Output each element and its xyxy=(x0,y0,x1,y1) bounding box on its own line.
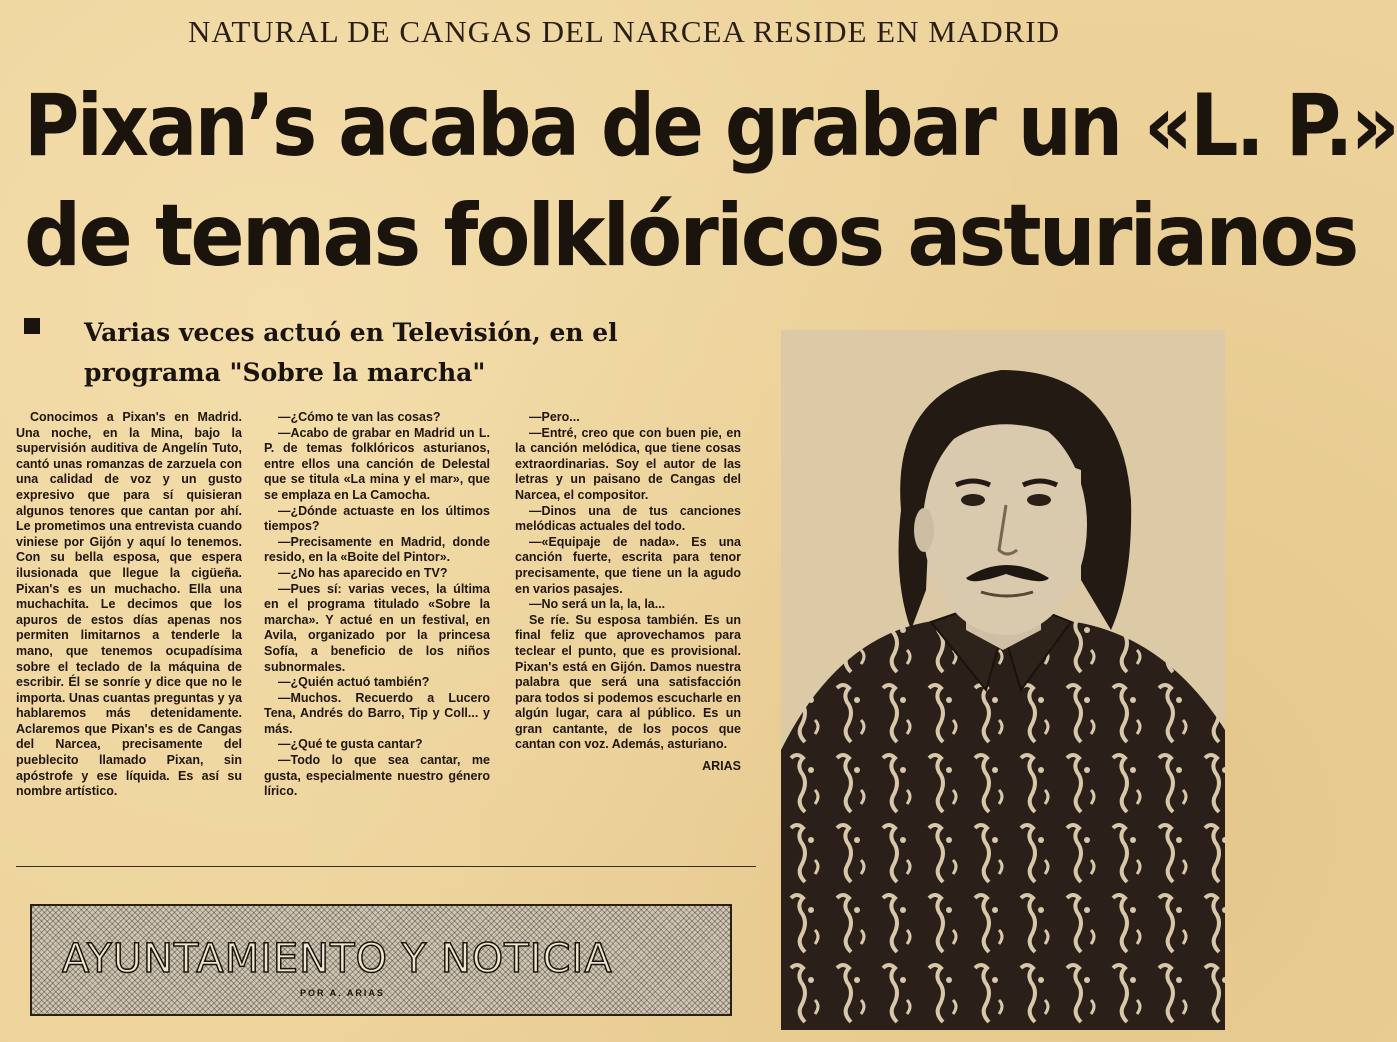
banner-byline: POR A. ARIAS xyxy=(300,988,385,998)
paragraph: —¿Cómo te van las cosas? xyxy=(278,410,441,424)
paragraph: —Todo lo que sea cantar, me gusta, especialmente nuestro género lírico. xyxy=(264,753,490,799)
article-column-3 xyxy=(515,410,741,775)
portrait-photo xyxy=(781,330,1225,1030)
paragraph: Conocimos a Pixan's en Madrid. Una noche, en la Mina, bajo la supervisión auditiva de Angelín Tuto, cantó unas romanzas de zarzuela con una calidad de voz y un gusto expresivo que para sí quisieran algunos tenores que cantan por ahí. Le prometimos una entrevista cuando viniese por Gijón y aquí lo tenemos. Con su bella esposa, que espera ilusionada que llegue la cigüeña. Pixan's es un muchacho. Ella una muchachita. Le decimos que los apuros de estos días apenas nos permiten limitarnos a tenderle la mano, que tenemos ocupadísima sobre el teclado de la máquina de escribir. Él se sonríe y dice que no le importa. Unas cuantas preguntas y ya hablaremos más detenidamente. Aclaremos que Pixan's es de Cangas del Narcea, precisamente del pueblecito llamado Pixan, sin apóstrofe y ese líquida. Es así su nombre artístico. xyxy=(16,410,242,799)
article-column-2 xyxy=(264,410,490,800)
section-rule xyxy=(16,866,756,867)
paragraph: —¿Qué te gusta cantar? xyxy=(278,737,423,752)
subhead-line-2: programa "Sobre la marcha" xyxy=(84,358,486,387)
paragraph: —¿Quién actuó también? xyxy=(278,675,430,690)
kicker: NATURAL DE CANGAS DEL NARCEA RESIDE EN MADRID xyxy=(188,14,1060,49)
section-banner xyxy=(30,904,732,1016)
paragraph: —Pues sí: varias veces, la última en el programa titulado «Sobre la marcha». Y actué en un festival, en Avila, organizado por la princesa Sofía, a beneficio de los niños subnormales. xyxy=(264,581,490,674)
paragraph: —Pero... xyxy=(529,410,580,424)
paragraph: —¿Dónde actuaste en los últimos tiempos? xyxy=(264,503,490,534)
paragraph: —Dinos una de tus canciones melódicas actuales del todo. xyxy=(515,503,741,534)
paragraph: —«Equipaje de nada». Es una canción fuerte, escrita para tenor precisamente, que tiene un la agudo en varios pasajes. xyxy=(515,534,741,596)
article-column-1 xyxy=(16,410,242,800)
portrait-illustration xyxy=(781,330,1225,1030)
banner-title: AYUNTAMIENTO Y NOTICIA xyxy=(62,936,613,982)
paragraph: Se ríe. Su esposa también. Es un final feliz que aprovechamos para teclear el punto, que es provisional. Pixan's está en Gijón. Damos nuestra palabra que será una satisfacción para todos si podemos escucharle en algún lugar, cara al público. Es un gran cantante, de los pocos que cantan con voz. Además, asturiano. xyxy=(515,612,741,752)
headline-line-1: Pixan’s acaba de grabar un «L. P.» xyxy=(24,76,1397,176)
paragraph: —Acabo de grabar en Madrid un L. P. de temas folklóricos asturianos, entre ellos una canción de Delestal que se titula «La mina y el mar», que se emplaza en La Camocha. xyxy=(264,425,490,502)
paragraph: —Entré, creo que con buen pie, en la canción melódica, que tiene cosas extraordinarias. Soy el autor de las letras y un paisano de Cangas del Narcea, el compositor. xyxy=(515,425,741,502)
paragraph: —¿No has aparecido en TV? xyxy=(278,565,448,580)
byline: ARIAS xyxy=(702,759,741,774)
paragraph: —Muchos. Recuerdo a Lucero Tena, Andrés do Barro, Tip y Coll... y más. xyxy=(264,690,490,736)
headline-line-2: de temas folklóricos asturianos xyxy=(24,186,1357,286)
subhead-line-1: Varias veces actuó en Televisión, en el xyxy=(84,318,618,347)
paragraph: —Precisamente en Madrid, donde resido, en la «Boite del Pintor». xyxy=(264,534,490,565)
subhead xyxy=(84,313,744,393)
subhead-bullet xyxy=(24,318,40,334)
paragraph: —No será un la, la, la... xyxy=(529,597,666,612)
